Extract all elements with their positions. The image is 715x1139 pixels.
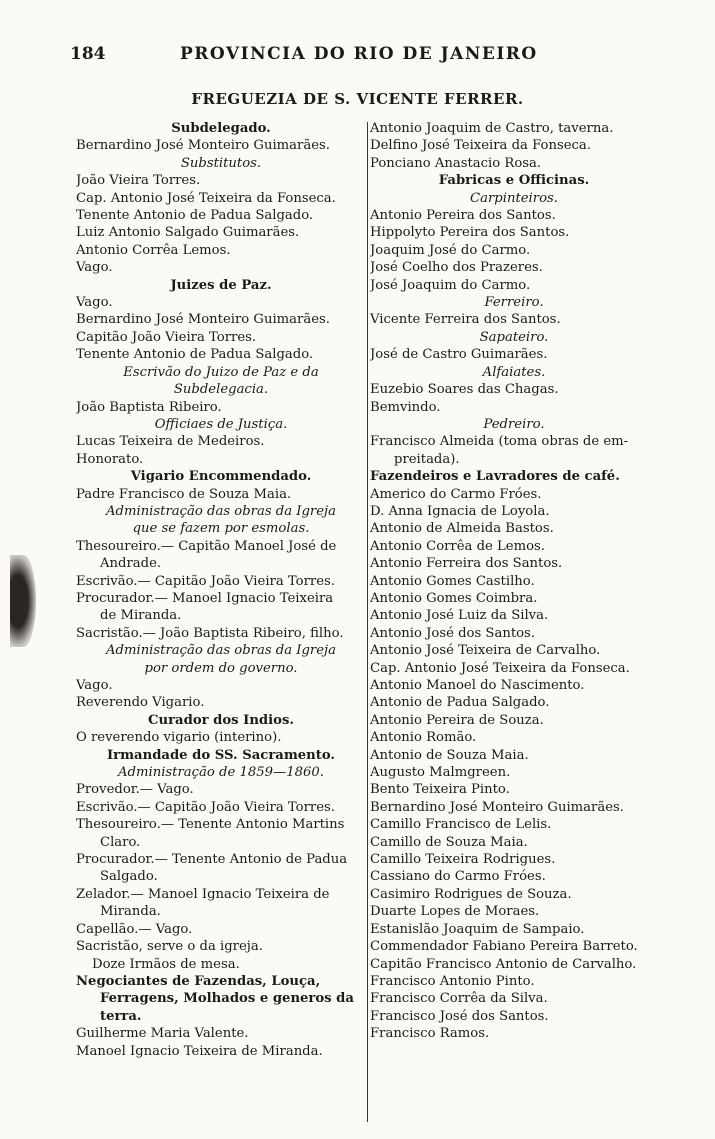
entry-line: Escrivão.— Capitão João Vieira Torres.	[76, 799, 335, 815]
running-title: PROVINCIA DO RIO DE JANEIRO	[180, 44, 538, 64]
entry-line: preitada).	[394, 451, 460, 467]
entry-line: Delfino José Teixeira da Fonseca.	[370, 138, 591, 154]
entry-line: que se fazem por esmolas.	[132, 521, 310, 537]
entry-line: Antonio Gomes Castilho.	[370, 573, 535, 589]
entry-line: Francisco José dos Santos.	[370, 1008, 549, 1024]
entry-line: Capitão João Vieira Torres.	[76, 329, 257, 345]
entry-line: terra.	[100, 1008, 142, 1024]
entry-line: Cap. Antonio José Teixeira da Fonseca.	[76, 190, 336, 206]
entry-line: Antonio Pereira dos Santos.	[370, 208, 556, 224]
entry-line: Doze Irmãos de mesa.	[92, 956, 240, 972]
entry-line: Antonio Pereira de Souza.	[370, 712, 544, 728]
entry-line: José de Castro Guimarães.	[370, 347, 548, 363]
entry-line: Bento Teixeira Pinto.	[370, 782, 510, 798]
entry-line: Carpinteiros.	[470, 190, 558, 206]
entry-line: Procurador.— Manoel Ignacio Teixeira	[76, 590, 334, 606]
entry-line: Bernardino José Monteiro Guimarães.	[76, 312, 330, 328]
entry-line: Escrivão do Juizo de Paz e da	[123, 364, 319, 380]
entry-line: Vago.	[76, 295, 113, 311]
entry-line: Thesoureiro.— Tenente Antonio Martins	[76, 817, 345, 833]
entry-line: Fazendeiros e Lavradores de café.	[370, 469, 620, 485]
entry-line: Camillo Teixeira Rodrigues.	[370, 852, 556, 868]
entry-line: Joaquim José do Carmo.	[370, 242, 531, 258]
entry-line: Provedor.— Vago.	[76, 782, 194, 798]
entry-line: Antonio Manoel do Nascimento.	[370, 678, 585, 693]
entry-line: Honorato.	[76, 451, 144, 467]
entry-line: Cassiano do Carmo Fróes.	[370, 869, 546, 885]
entry-line: Guilherme Maria Valente.	[76, 1026, 249, 1042]
entry-line: Vago.	[76, 678, 113, 693]
entry-line: por ordem do governo.	[144, 660, 298, 676]
entry-line: Officiaes de Justiça.	[154, 416, 288, 432]
entry-line: Americo do Carmo Fróes.	[370, 486, 542, 502]
entry-line: Substitutos.	[180, 155, 262, 171]
entry-line: Francisco Almeida (toma obras de em-	[370, 434, 629, 450]
entry-line: Andrade.	[100, 556, 162, 572]
entry-line: Antonio Romão.	[370, 730, 477, 746]
entry-line: Curador dos Indios.	[148, 712, 294, 728]
entry-line: Sacristão.— João Baptista Ribeiro, filho.	[76, 625, 344, 641]
entry-line: Administração de 1859—1860.	[118, 765, 324, 781]
entry-line: Hippolyto Pereira dos Santos.	[370, 225, 570, 241]
entry-line: José Coelho dos Prazeres.	[370, 260, 543, 276]
entry-line: Bernardino José Monteiro Guimarães.	[76, 138, 330, 154]
entry-line: Administração das obras da Igreja	[106, 503, 336, 519]
entry-line: Claro.	[100, 834, 141, 850]
entry-line: José Joaquim do Carmo.	[370, 277, 531, 293]
entry-line: Tenente Antonio de Padua Salgado.	[76, 347, 314, 363]
entry-line: Francisco Ramos.	[370, 1026, 490, 1042]
entry-line: Ferragens, Molhados e generos da	[100, 991, 354, 1007]
entry-line: Fabricas e Officinas.	[438, 173, 590, 189]
entry-line: Padre Francisco de Souza Maia.	[76, 486, 292, 502]
page-edge-stain	[10, 555, 36, 647]
entry-line: Ferreiro.	[484, 295, 544, 311]
entry-line: Bernardino José Monteiro Guimarães.	[370, 799, 624, 815]
entry-line: Juizes de Paz.	[170, 277, 272, 293]
entry-line: Cap. Antonio José Teixeira da Fonseca.	[370, 660, 630, 676]
entry-line: Thesoureiro.— Capitão Manoel José de	[76, 538, 337, 554]
entry-line: Augusto Malmgreen.	[370, 765, 511, 781]
left-column	[76, 120, 366, 1120]
entry-line: Salgado.	[100, 869, 158, 885]
entry-line: Zelador.— Manoel Ignacio Teixeira de	[76, 886, 330, 902]
entry-line: Negociantes de Fazendas, Louça,	[76, 973, 321, 989]
entry-line: Reverendo Vigario.	[76, 695, 205, 711]
entry-line: Casimiro Rodrigues de Souza.	[370, 886, 572, 902]
entry-line: Irmandade do SS. Sacramento.	[106, 747, 336, 763]
entry-line: Sapateiro.	[479, 329, 549, 345]
page-number: 184	[70, 44, 106, 64]
entry-line: Antonio José Teixeira de Carvalho.	[370, 643, 601, 659]
entry-line: Antonio José Luiz da Silva.	[370, 608, 549, 624]
entry-line: Administração das obras da Igreja	[106, 643, 336, 659]
entry-line: Francisco Antonio Pinto.	[370, 973, 535, 989]
column-divider	[367, 122, 368, 1122]
entry-line: Euzebio Soares das Chagas.	[370, 382, 559, 398]
entry-line: Duarte Lopes de Moraes.	[370, 904, 540, 920]
entry-line: Camillo de Souza Maia.	[370, 834, 528, 850]
entry-line: João Vieira Torres.	[76, 173, 201, 189]
right-column	[370, 120, 658, 1120]
entry-line: Luiz Antonio Salgado Guimarães.	[76, 225, 300, 241]
entry-line: Subdelegado.	[171, 121, 271, 136]
entry-line: Antonio Corrêa de Lemos.	[370, 538, 545, 554]
entry-line: Commendador Fabiano Pereira Barreto.	[370, 939, 638, 955]
entry-line: Subdelegacia.	[173, 382, 269, 398]
entry-line: Antonio Gomes Coimbra.	[370, 590, 538, 606]
entry-line: Antonio Ferreira dos Santos.	[370, 556, 563, 572]
entry-line: Lucas Teixeira de Medeiros.	[76, 434, 265, 450]
entry-line: Ponciano Anastacio Rosa.	[370, 155, 542, 171]
entry-line: Antonio de Padua Salgado.	[370, 695, 550, 711]
entry-line: Antonio José dos Santos.	[370, 625, 536, 641]
entry-line: de Miranda.	[100, 608, 182, 624]
entry-line: Estanislão Joaquim de Sampaio.	[370, 921, 585, 937]
entry-line: Procurador.— Tenente Antonio de Padua	[76, 852, 348, 868]
entry-line: Antonio Corrêa Lemos.	[76, 242, 231, 258]
entry-line: O reverendo vigario (interino).	[76, 730, 282, 746]
entry-line: Pedreiro.	[483, 416, 545, 432]
entry-line: Vicente Ferreira dos Santos.	[370, 312, 561, 328]
entry-line: Camillo Francisco de Lelis.	[370, 817, 552, 833]
entry-line: João Baptista Ribeiro.	[76, 399, 222, 415]
entry-line: Antonio de Almeida Bastos.	[370, 521, 554, 537]
entry-line: Vigario Encommendado.	[130, 469, 312, 485]
page-header	[70, 44, 655, 68]
entry-line: Vago.	[76, 260, 113, 276]
entry-line: Manoel Ignacio Teixeira de Miranda.	[76, 1043, 323, 1059]
entry-line: Sacristão, serve o da igreja.	[76, 939, 263, 955]
section-title: FREGUEZIA DE S. VICENTE FERRER.	[191, 90, 524, 108]
entry-line: Francisco Corrêa da Silva.	[370, 991, 548, 1007]
entry-line: D. Anna Ignacia de Loyola.	[370, 503, 550, 519]
entry-line: Bemvindo.	[370, 399, 441, 415]
entry-line: Tenente Antonio de Padua Salgado.	[76, 208, 314, 224]
entry-line: Miranda.	[100, 904, 161, 920]
entry-line: Antonio de Souza Maia.	[370, 747, 529, 763]
entry-line: Capellão.— Vago.	[76, 921, 193, 937]
entry-line: Alfaiates.	[482, 364, 546, 380]
entry-line: Antonio Joaquim de Castro, taverna.	[370, 121, 614, 136]
entry-line: Escrivão.— Capitão João Vieira Torres.	[76, 573, 335, 589]
entry-line: Capitão Francisco Antonio de Carvalho.	[370, 956, 637, 972]
